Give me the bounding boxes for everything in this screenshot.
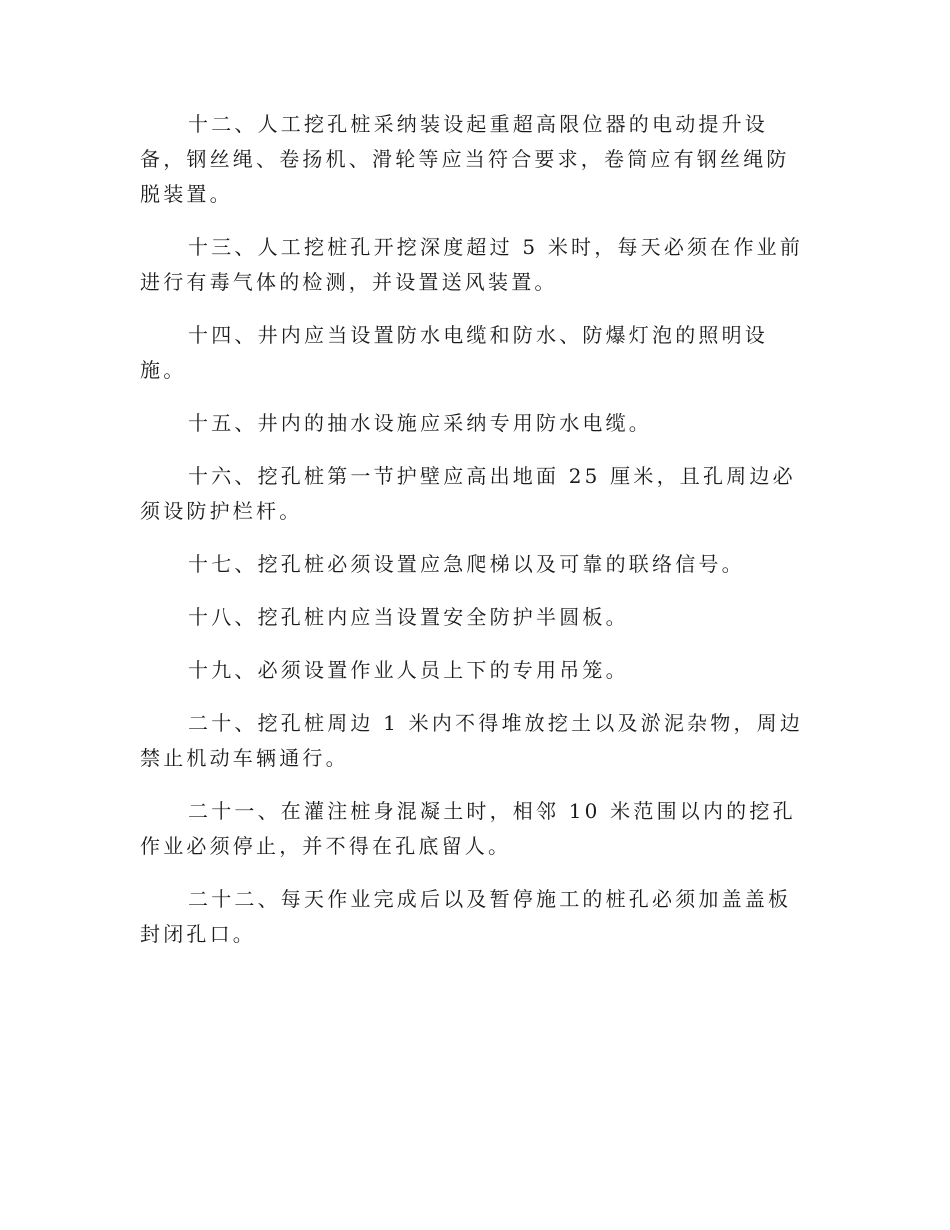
paragraph-12: 十二、人工挖孔桩采纳装设起重超高限位器的电动提升设备，钢丝绳、卷扬机、滑轮等应当符合要求，卷筒应有钢丝绳防脱装置。 [140, 112, 790, 206]
paragraph-20: 二十、挖孔桩周边 1 米内不得堆放挖土以及淤泥杂物，周边禁止机动车辆通行。 [140, 711, 804, 770]
paragraph-21: 二十一、在灌注桩身混凝土时，相邻 10 米范围以内的挖孔作业必须停止，并不得在孔底留人。 [140, 799, 796, 858]
paragraph-18: 十八、挖孔桩内应当设置安全防护半圆板。 [188, 605, 629, 629]
paragraph-19: 十九、必须设置作业人员上下的专用吊笼。 [188, 658, 629, 682]
paragraph-15: 十五、井内的抽水设施应采纳专用防水电缆。 [188, 411, 652, 435]
paragraph-13: 十三、人工挖桩孔开挖深度超过 5 米时，每天必须在作业前进行有毒气体的检测，并设置送风装置。 [140, 235, 804, 294]
paragraph-14: 十四、井内应当设置防水电缆和防水、防爆灯泡的照明设施。 [140, 323, 768, 382]
paragraph-17: 十七、挖孔桩必须设置应急爬梯以及可靠的联络信号。 [188, 552, 745, 576]
paragraph-16: 十六、挖孔桩第一节护壁应高出地面 25 厘米，且孔周边必须设防护栏杆。 [140, 464, 796, 523]
paragraph-22: 二十二、每天作业完成后以及暂停施工的桩孔必须加盖盖板封闭孔口。 [140, 887, 792, 946]
document-body [140, 107, 810, 970]
